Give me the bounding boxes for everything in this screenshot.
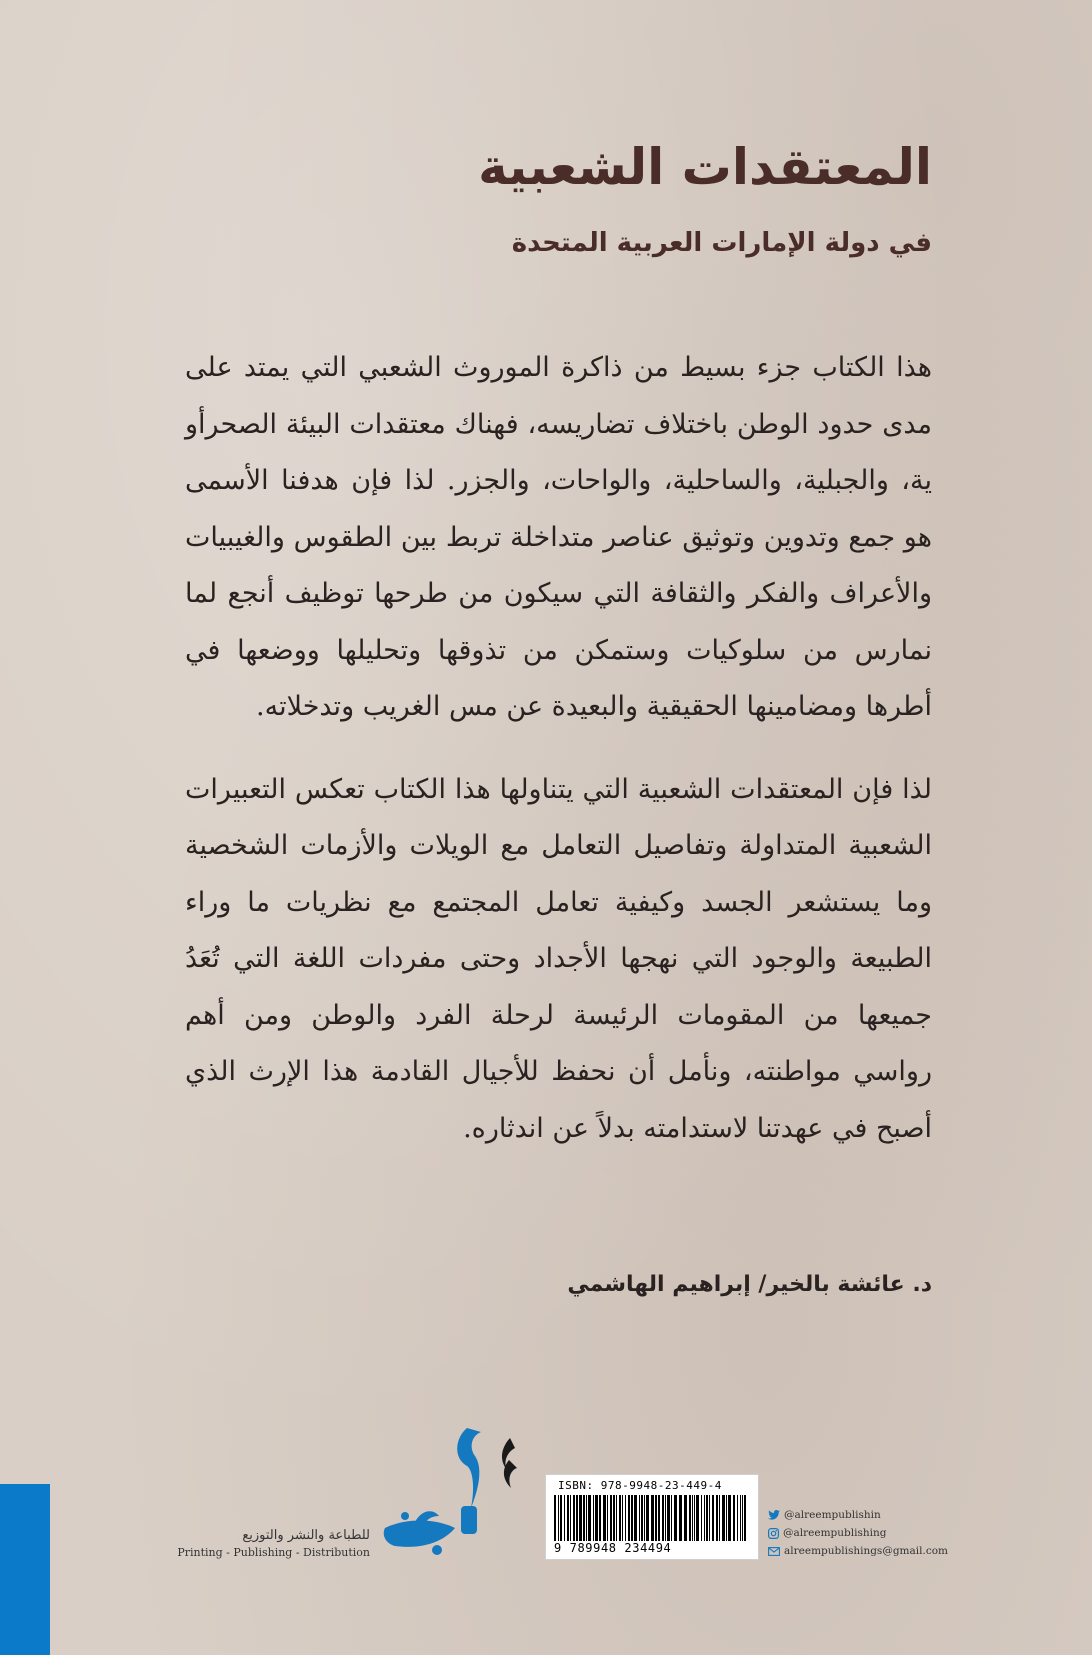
publisher-contacts bbox=[768, 1506, 948, 1560]
barcode-bar bbox=[696, 1495, 699, 1541]
barcode-bar bbox=[607, 1495, 608, 1541]
barcode-bar bbox=[625, 1495, 626, 1541]
barcode-bar bbox=[616, 1495, 617, 1541]
publisher-tagline-english: Printing - Publishing - Distribution bbox=[177, 1546, 370, 1559]
barcode-bar bbox=[744, 1495, 746, 1541]
barcode-bar bbox=[603, 1495, 606, 1541]
barcode-bar bbox=[651, 1495, 654, 1541]
barcode-bar bbox=[583, 1495, 585, 1541]
barcode-bar bbox=[742, 1495, 743, 1541]
contact-instagram bbox=[768, 1524, 948, 1542]
barcode-bar bbox=[644, 1495, 645, 1541]
barcode-bar bbox=[716, 1495, 718, 1541]
publisher-logo bbox=[375, 1418, 525, 1563]
barcode-bar bbox=[558, 1495, 559, 1541]
barcode-bar bbox=[619, 1495, 621, 1541]
barcode-bar bbox=[671, 1495, 672, 1541]
barcode-bar bbox=[641, 1495, 643, 1541]
instagram-icon bbox=[768, 1528, 779, 1539]
contact-twitter bbox=[768, 1506, 948, 1524]
barcode-bar bbox=[665, 1495, 666, 1541]
barcode-bar bbox=[733, 1495, 735, 1541]
barcode-graphic bbox=[554, 1495, 750, 1541]
barcode-bar bbox=[634, 1495, 637, 1541]
barcode-bar bbox=[639, 1495, 640, 1541]
isbn-label: ISBN: 978-9948-23-449-4 bbox=[558, 1479, 722, 1492]
barcode-bar bbox=[560, 1495, 562, 1541]
publisher-tagline-arabic: للطباعة والنشر والتوزيع bbox=[242, 1528, 370, 1543]
barcode-bar bbox=[567, 1495, 569, 1541]
barcode-bar bbox=[694, 1495, 695, 1541]
barcode-bar bbox=[662, 1495, 664, 1541]
barcode-bar bbox=[599, 1495, 601, 1541]
barcode-bar bbox=[692, 1495, 693, 1541]
blurb-paragraph-1: هذا الكتاب جزء بسيط من ذاكرة الموروث الشعبي التي يمتد على مدى حدود الوطن باختلاف تضاريسه، فهناك معتقدات البيئة الصحرأو ية، والجبلية، والساحلية، والواحات، والجزر. لذا فإن هدفنا الأسمى هو جمع وتدوين وتوثيق عناصر متداخلة تربط بين الطقوس والغيبيات والأعراف والفكر والثقافة التي سيكون من طرحها توظيف أنجع لما نمارس من سلوكيات وستمكن من تذوقها وتحليلها ووضعها في أطرها ومضامينها الحقيقية والبعيدة عن مس الغريب وتدخلاته. bbox=[185, 352, 932, 722]
spine-color-tab bbox=[0, 1484, 50, 1655]
barcode-bar bbox=[554, 1495, 556, 1541]
barcode-bar bbox=[579, 1495, 582, 1541]
blurb bbox=[185, 340, 932, 1183]
book-title: المعتقدات الشعبية bbox=[478, 138, 932, 196]
barcode-bar bbox=[570, 1495, 571, 1541]
barcode-bar bbox=[595, 1495, 598, 1541]
barcode-bar bbox=[719, 1495, 720, 1541]
authors: د. عائشة بالخير/ إبراهيم الهاشمي bbox=[567, 1272, 932, 1297]
barcode-bar bbox=[709, 1495, 710, 1541]
barcode-bar bbox=[701, 1495, 702, 1541]
barcode-bar bbox=[706, 1495, 708, 1541]
contact-email bbox=[768, 1542, 948, 1560]
barcode-bar bbox=[655, 1495, 657, 1541]
isbn-barcode bbox=[545, 1474, 759, 1560]
barcode-bar bbox=[564, 1495, 565, 1541]
barcode-bar bbox=[684, 1495, 687, 1541]
barcode-bar bbox=[740, 1495, 741, 1541]
barcode-bar bbox=[737, 1495, 738, 1541]
barcode-bar bbox=[622, 1495, 623, 1541]
email-icon bbox=[768, 1547, 780, 1556]
contact-twitter-handle: @alreempublishin bbox=[784, 1509, 881, 1521]
barcode-bar bbox=[646, 1495, 649, 1541]
barcode-bar bbox=[722, 1495, 725, 1541]
barcode-bar bbox=[728, 1495, 731, 1541]
barcode-bar bbox=[689, 1495, 691, 1541]
book-subtitle: في دولة الإمارات العربية المتحدة bbox=[511, 228, 932, 258]
barcode-bar bbox=[631, 1495, 633, 1541]
barcode-bar bbox=[667, 1495, 670, 1541]
barcode-bar bbox=[712, 1495, 714, 1541]
contact-email-address: alreempublishings@gmail.com bbox=[784, 1545, 948, 1557]
barcode-bar bbox=[679, 1495, 682, 1541]
barcode-bar bbox=[674, 1495, 677, 1541]
barcode-bar bbox=[588, 1495, 591, 1541]
barcode-bar bbox=[704, 1495, 705, 1541]
barcode-bar bbox=[726, 1495, 727, 1541]
barcode-bar bbox=[610, 1495, 612, 1541]
contact-instagram-handle: @alreempublishing bbox=[783, 1527, 887, 1539]
blurb-paragraph-2: لذا فإن المعتقدات الشعبية التي يتناولها هذا الكتاب تعكس التعبيرات الشعبية المتداولة وتفاصيل التعامل مع الويلات والأزمات الشخصية وما يستشعر الجسد وكيفية تعامل المجتمع مع نظريات ما وراء الطبيعة والوجود التي نهجها الأجداد وحتى مفردات اللغة التي تُعَدُ جميعها من المقومات الرئيسة لرحلة الفرد والوطن ومن أهم رواسي مواطنته، ونأمل أن نحفظ للأجيال القادمة هذا الإرث الذي أصبح في عهدتنا لاستدامته بدلاً عن اندثاره. bbox=[185, 773, 932, 1144]
barcode-bar bbox=[628, 1495, 630, 1541]
barcode-bar bbox=[593, 1495, 594, 1541]
barcode-bar bbox=[576, 1495, 578, 1541]
barcode-bar bbox=[658, 1495, 660, 1541]
barcode-bar bbox=[586, 1495, 587, 1541]
barcode-bar bbox=[573, 1495, 575, 1541]
twitter-icon bbox=[768, 1510, 780, 1520]
barcode-digits: 9 789948 234494 bbox=[554, 1541, 672, 1555]
barcode-bar bbox=[613, 1495, 615, 1541]
